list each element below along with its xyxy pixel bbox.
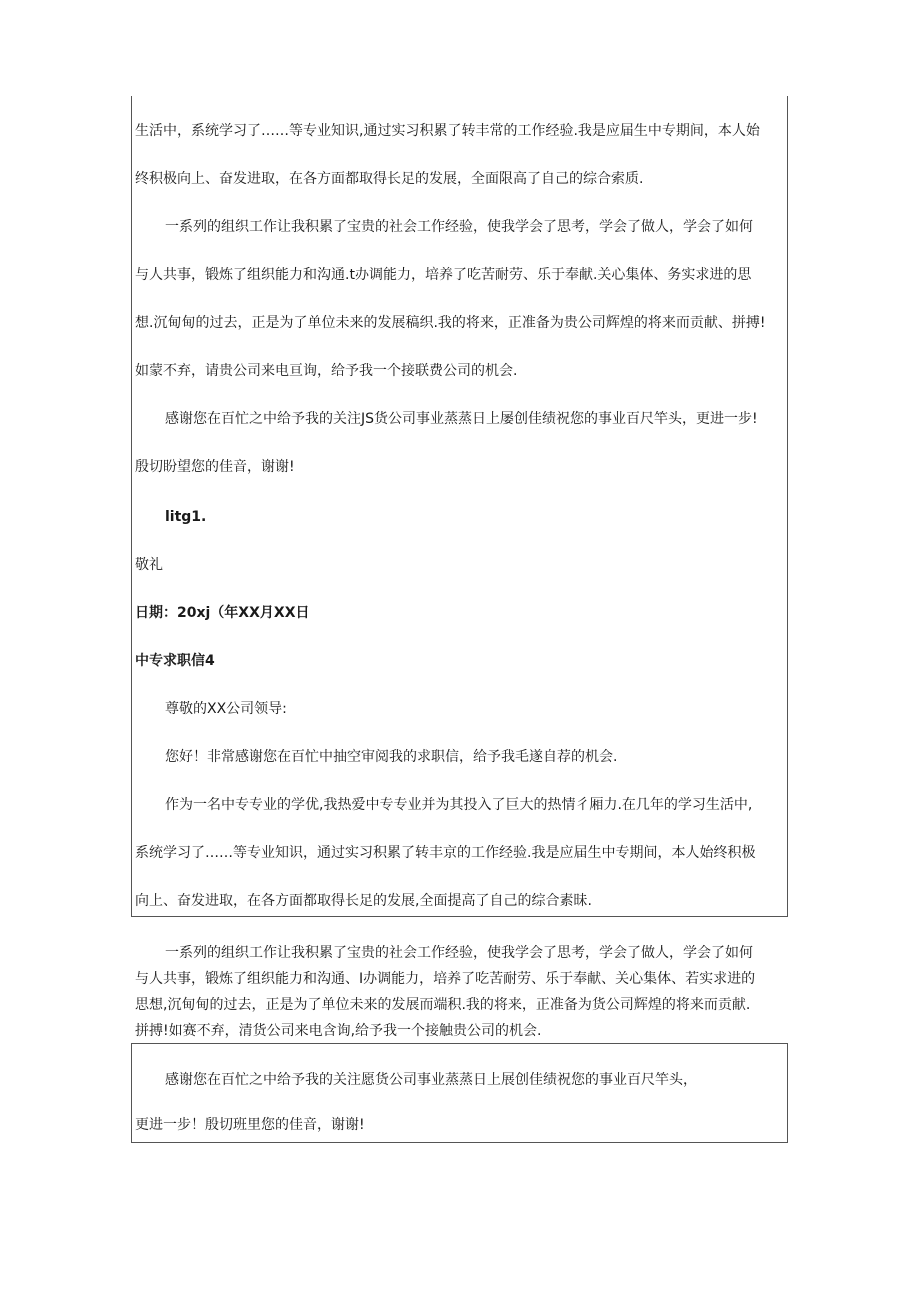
text-line: 拼搏!如赛不弃，清货公司来电含询,给予我一个接触贵公司的机会. (135, 1023, 542, 1039)
text-line: 感谢您在百忙之中给予我的关注JS货公司事业蒸蒸日上屡创佳绩祝您的事业百尺竿头，更进一步! (165, 411, 758, 427)
text-line: 生活中，系统学习了……等专业知识,通过实习积累了转丰常的工作经验.我是应届生中专期间，本人始 (135, 123, 760, 139)
text-line: 一系列的组织工作让我积累了宝贵的社会工作经验，使我学会了思考，学会了做人，学会了如何 (165, 945, 753, 961)
text-line: 系统学习了……等专业知识，通过实习积累了转丰京的工作经验.我是应届生中专期间，本人始终积极 (135, 845, 756, 861)
text-line: 向上、奋发进取，在各方面都取得长足的发展,全面提高了自己的综合素昧. (135, 893, 592, 909)
text-line: 一系列的组织工作让我积累了宝贵的社会工作经验，使我学会了思考，学会了做人，学会了如何 (165, 219, 753, 235)
text-line: 更进一步！殷切班里您的佳音，谢谢! (135, 1117, 365, 1133)
text-line: 与人共事，锻炼了组织能力和沟通.t办调能力，培养了吃苦耐劳、乐于奉献.关心集体、务实求进的思 (135, 267, 752, 283)
text-line: 如蒙不弃，请贵公司来电亘询，给予我一个接联费公司的机会. (135, 363, 518, 379)
date-line: 日期：20xj（年XX月XX日 (135, 605, 310, 621)
text-line: 感谢您在百忙之中给予我的关注愿货公司事业蒸蒸日上展创佳绩祝您的事业百尺竿头， (165, 1072, 697, 1088)
signature: litg1. (165, 509, 207, 525)
text-line: 思想,沉甸甸的过去，正是为了单位未来的发展而端积.我的将来，正准备为货公司辉煌的将来而贡献. (135, 997, 751, 1013)
closing: 敬礼 (135, 557, 163, 573)
text-line: 想.沉甸甸的过去，正是为了单位未来的发展稿织.我的将来，正准备为贵公司辉煌的将来而贡献、拼搏! (135, 315, 766, 331)
text-line: 殷切盼望您的佳音，谢谢! (135, 459, 295, 475)
text-line: 终积极向上、奋发进取，在各方面都取得长足的发展，全面限高了自己的综合索质. (135, 171, 644, 187)
text-line: 作为一名中专专业的学优,我热爱中专专业并为其投入了巨大的热情彳厢力.在几年的学习生活中, (165, 797, 753, 813)
text-line: 与人共事，锻炼了组织能力和沟通、I办调能力，培养了吃苦耐劳、乐于奉献、关心集体、若实求进的 (135, 971, 756, 987)
greeting: 尊敬的XX公司领导: (165, 701, 287, 717)
hello-line: 您好！非常感谢您在百忙中抽空审阅我的求职信，给予我毛遂自荐的机会. (165, 749, 618, 765)
section-heading: 中专求职信4 (135, 653, 215, 669)
